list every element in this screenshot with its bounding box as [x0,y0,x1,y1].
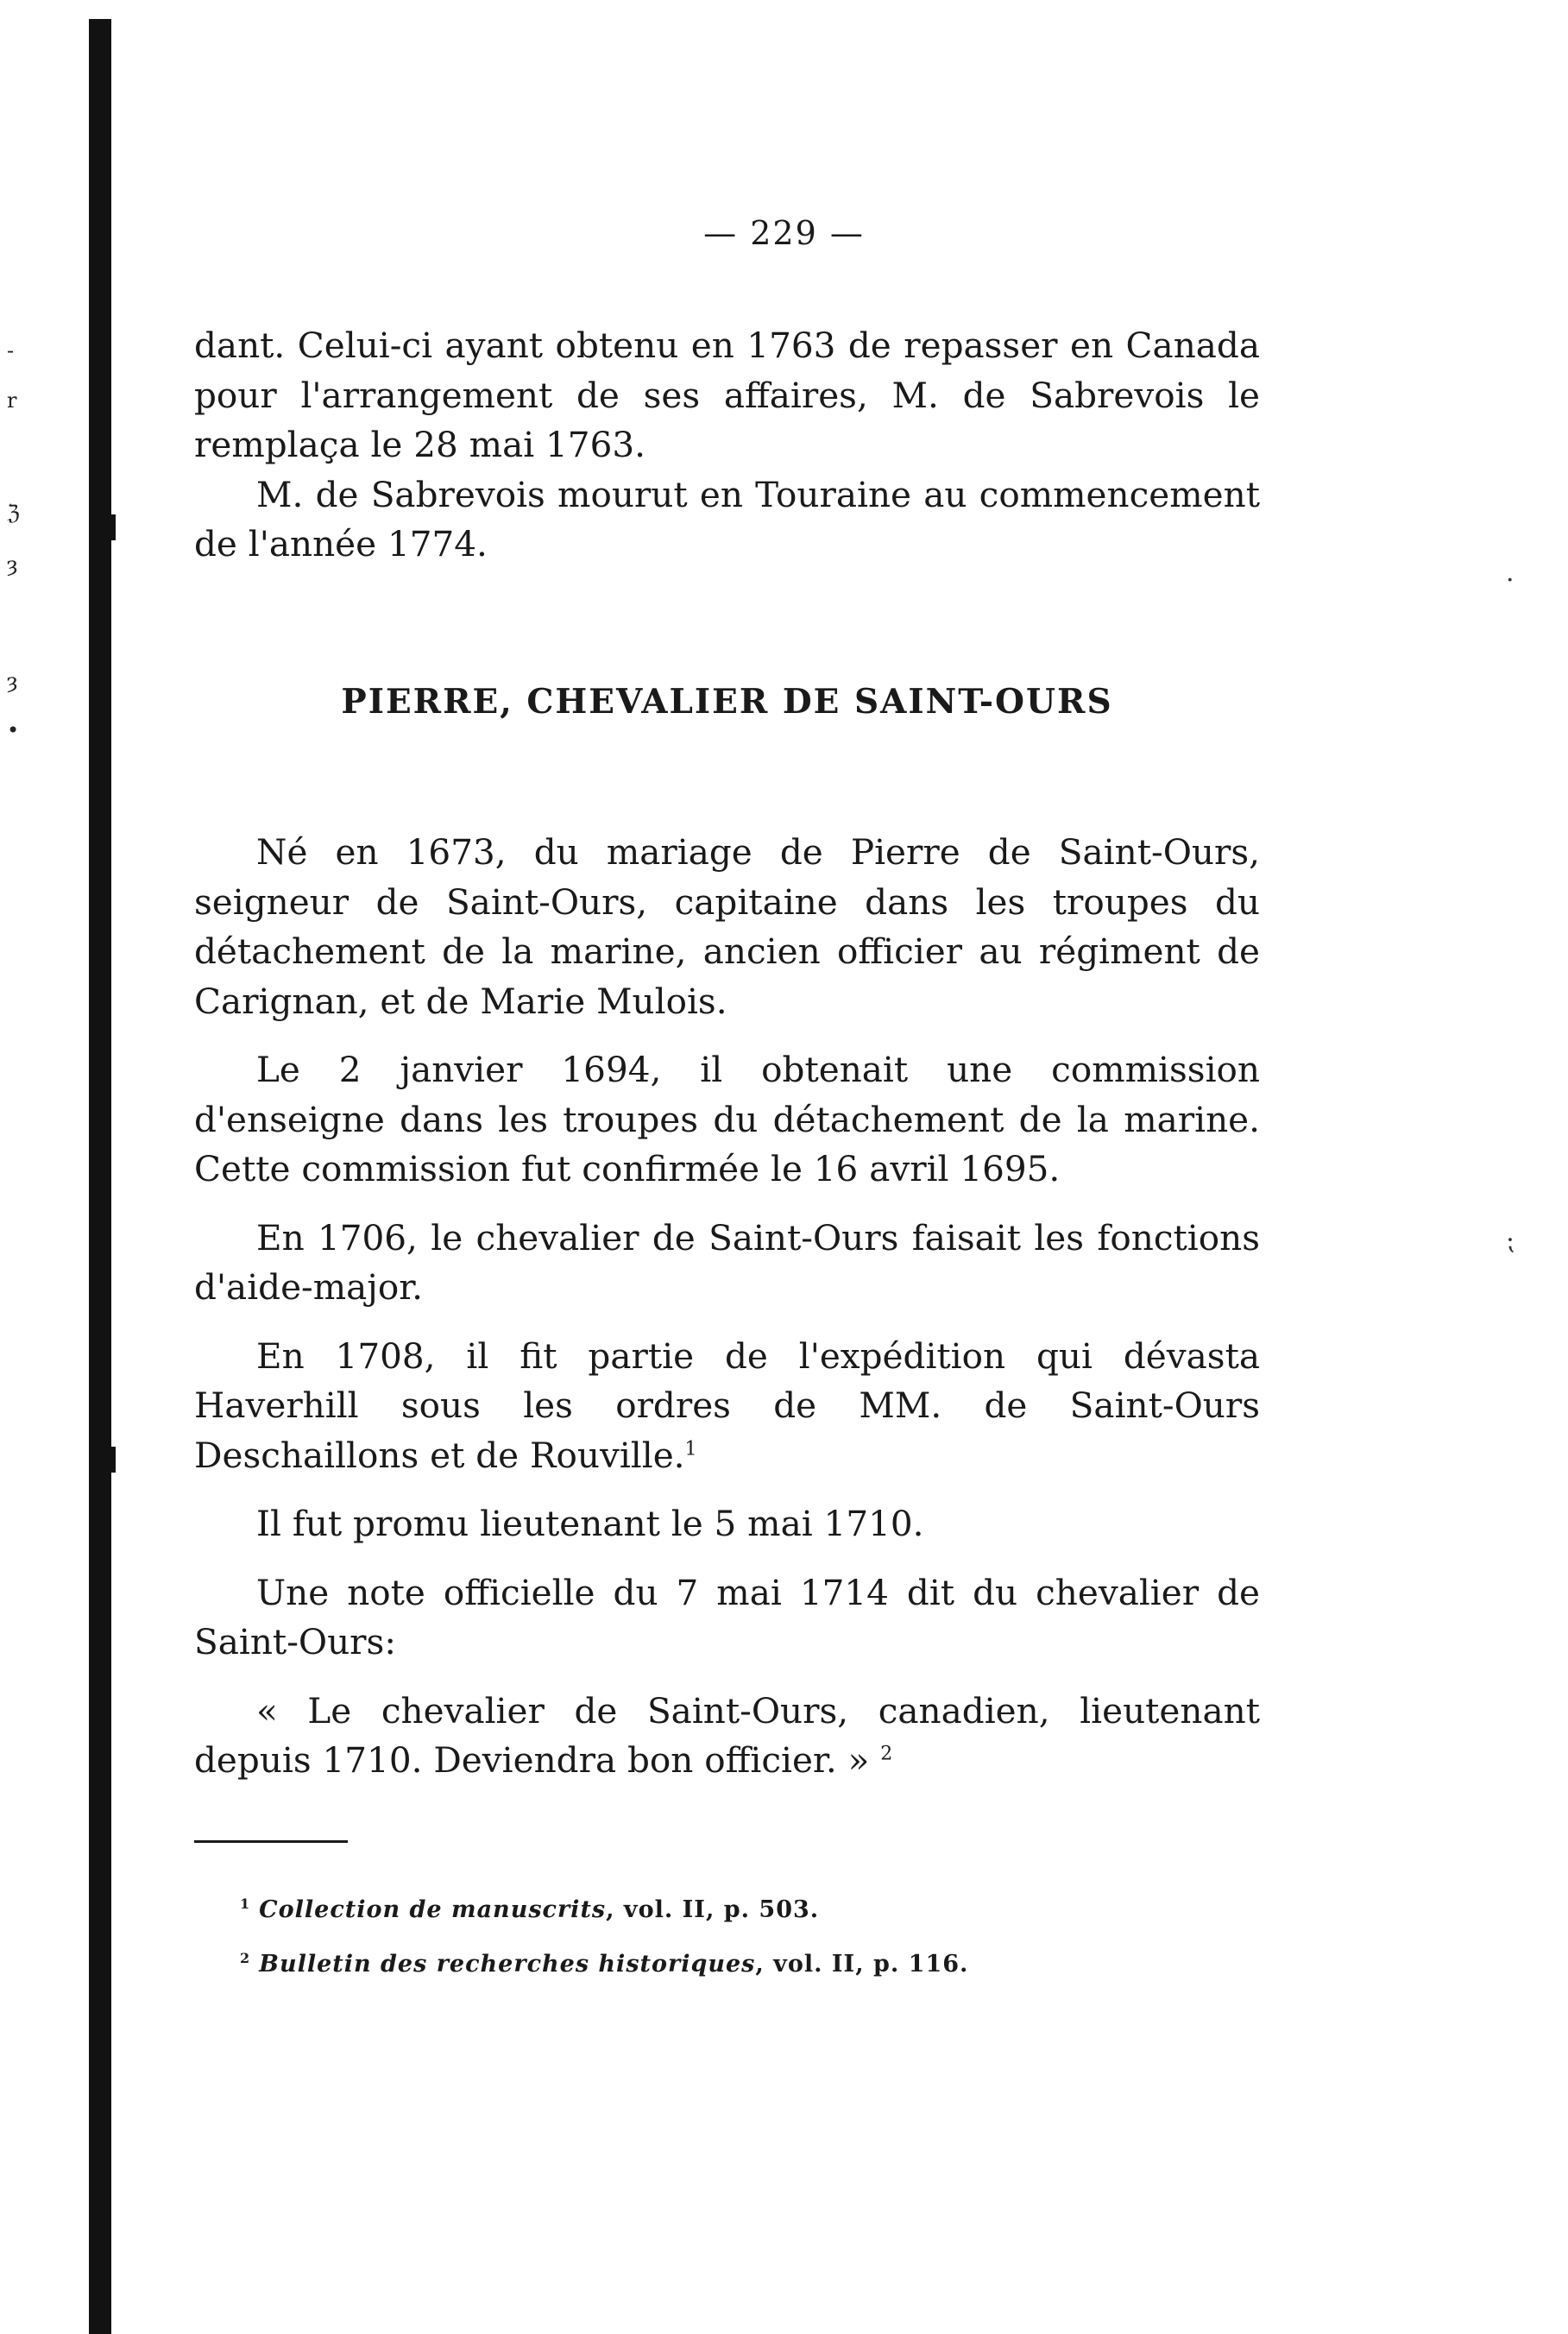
paragraph: M. de Sabrevois mourut en Touraine au commencement de l'année 1774. [194,473,1260,565]
edge-mark: ȝ [7,552,18,577]
footnote [240,1880,1189,1934]
footnote-ref[interactable]: 2 [880,1743,893,1765]
edge-mark: r [7,388,17,413]
paragraph [194,1332,1260,1481]
footnote-marker: 2 [240,1950,251,1966]
gutter-notch [109,1447,116,1473]
quote-text: « Le chevalier de Saint-Ours, canadien, lieutenant depuis 1710. Deviendra bon officier. » [194,1689,1260,1781]
footnote-ref[interactable]: 1 [684,1438,697,1460]
footnote-rest: , vol. II, p. 116. [755,1951,969,1978]
page-number: — 229 — [703,214,865,252]
paragraph: Né en 1673, du mariage de Pierre de Saint-Ours, seigneur de Saint-Ours, capitaine dans les troupes du détachement de la marine, ancien officier au régiment de Carignan, et de Marie Mulois. [194,831,1260,1022]
edge-mark: - [7,338,15,363]
scan-speck: ⁏ [1506,1226,1515,1256]
edge-mark: • [7,718,20,742]
paragraph: En 1706, le chevalier de Saint-Ours faisait les fonctions d'aide-major. [194,1216,1260,1308]
section-heading: PIERRE, CHEVALIER DE SAINT-OURS [341,681,1113,722]
facing-page-edge-marks [0,0,35,1122]
paragraph [194,1687,1260,1786]
footnote-rest: , vol. II, p. 503. [606,1896,820,1923]
footnote-divider [194,1840,348,1843]
footnote-title: Bulletin des recherches historiques [259,1951,756,1978]
paragraph-text: En 1708, il fit partie de l'expédition qui dévasta Haverhill sous les ordres de MM. de Saint-Ours Deschaillons et de Rouville. [194,1334,1260,1476]
edge-mark: ℨ [7,501,20,525]
footnote-title: Collection de manuscrits [259,1896,607,1923]
paragraph-continuation: dant. Celui-ci ayant obtenu en 1763 de repasser en Canada pour l'arrangement de ses affaires, M. de Sabrevois le remplaça le 28 mai 1763. [194,325,1260,465]
footnotes [240,1880,1189,1989]
footnote [240,1934,1189,1989]
paragraph: Il fut promu lieutenant le 5 mai 1710. [256,1503,924,1544]
binding-gutter [89,19,111,2334]
page-body [194,321,1260,1786]
footnote-marker: 1 [240,1896,251,1912]
paragraph: Le 2 janvier 1694, il obtenait une commission d'enseigne dans les troupes du détachement de la marine. Cette commission fut confirmée le 16 avril 1695. [194,1049,1260,1189]
edge-mark: ȝ [7,669,18,693]
gutter-notch [109,514,116,540]
paragraph: Une note officielle du 7 mai 1714 dit du chevalier de Saint-Ours: [194,1571,1260,1662]
scan-speck: · [1506,565,1514,596]
